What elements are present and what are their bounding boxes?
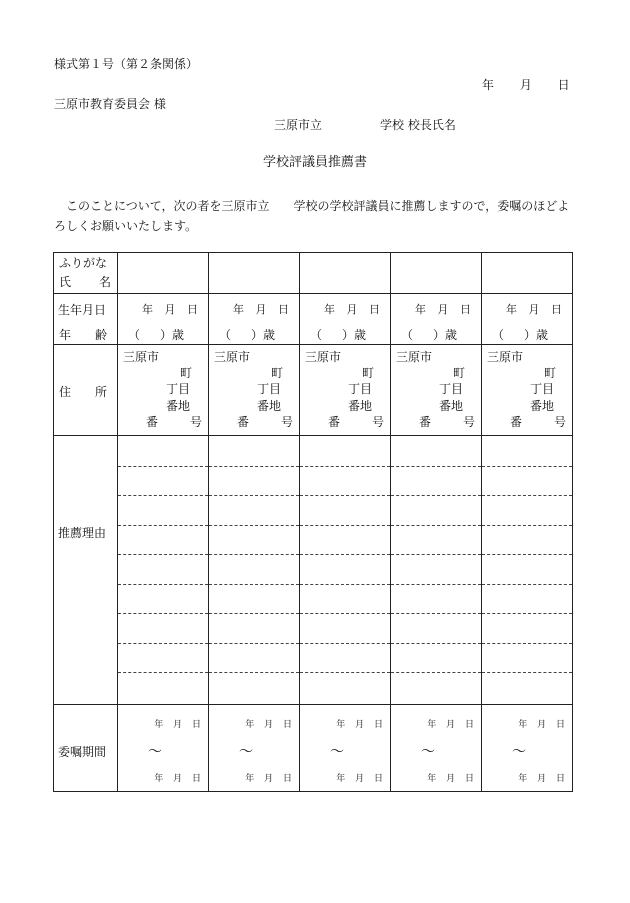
addr-chome: 丁目: [438, 382, 463, 396]
reason-guide-line: [482, 495, 572, 496]
body-text: このことについて，次の者を三原市立 学校の学校評議員に推薦しますので，委嘱のほどよろしくお願いいたします。: [54, 199, 570, 233]
row-period: [54, 705, 573, 792]
principal-city: 三原市立: [274, 118, 323, 132]
period-end-ymd: 年 月 日: [427, 774, 474, 784]
label-address: 住 所: [59, 385, 107, 399]
addr-number: 番 号: [328, 415, 384, 429]
reason-cell[interactable]: [300, 436, 391, 705]
period-start-ymd: 年 月 日: [245, 720, 292, 730]
age-field: （ ）歳: [219, 328, 276, 342]
label-period: 委嘱期間: [58, 745, 107, 759]
label-cell-period: [54, 705, 118, 792]
label-name: 氏 名: [59, 275, 111, 289]
reason-guide-line: [209, 643, 299, 644]
period-tilde: ～: [239, 744, 253, 760]
label-cell-birth: [54, 294, 118, 345]
addr-city: 三原市: [214, 350, 251, 364]
addr-city: 三原市: [305, 350, 342, 364]
reason-cell[interactable]: [391, 436, 482, 705]
date-line: 年 月 日: [482, 78, 570, 92]
birth-cell[interactable]: [391, 294, 482, 345]
address-cell[interactable]: [300, 345, 391, 436]
period-tilde: ～: [421, 744, 435, 760]
addr-town: 町: [270, 366, 283, 380]
period-cell[interactable]: [482, 705, 573, 792]
reason-guide-line: [300, 584, 390, 585]
addr-number: 番 号: [237, 415, 293, 429]
label-furigana: ふりがな: [59, 256, 108, 270]
addr-city: 三原市: [487, 350, 524, 364]
reason-guide-line: [209, 525, 299, 526]
addr-banchi: 番地: [347, 399, 372, 413]
birth-cell[interactable]: [300, 294, 391, 345]
name-cell[interactable]: [391, 253, 482, 294]
reason-guide-line: [118, 466, 208, 467]
reason-guide-line: [118, 554, 208, 555]
label-birth: 生年月日: [58, 303, 107, 317]
period-tilde: ～: [148, 744, 162, 760]
reason-cell[interactable]: [209, 436, 300, 705]
reason-guide-line: [482, 554, 572, 555]
addr-town: 町: [361, 366, 374, 380]
reason-guide-line: [391, 466, 481, 467]
addr-banchi: 番地: [256, 399, 281, 413]
reason-guide-line: [300, 643, 390, 644]
reason-guide-line: [482, 584, 572, 585]
period-start-ymd: 年 月 日: [427, 720, 474, 730]
label-cell-reason: [54, 436, 118, 705]
reason-guide-line: [300, 525, 390, 526]
addr-chome: 丁目: [529, 382, 554, 396]
name-cell[interactable]: [482, 253, 573, 294]
reason-guide-line: [118, 525, 208, 526]
reason-guide-line: [482, 672, 572, 673]
reason-guide-line: [118, 643, 208, 644]
reason-guide-line: [300, 613, 390, 614]
address-cell[interactable]: [209, 345, 300, 436]
reason-guide-line: [482, 643, 572, 644]
age-field: （ ）歳: [128, 328, 185, 342]
birth-date-ymd: 年 月 日: [415, 303, 471, 316]
reason-guide-line: [300, 672, 390, 673]
birth-date-ymd: 年 月 日: [233, 303, 289, 316]
address-cell[interactable]: [118, 345, 209, 436]
period-start-ymd: 年 月 日: [518, 720, 565, 730]
addr-banchi: 番地: [165, 399, 190, 413]
reason-guide-line: [391, 672, 481, 673]
form-number: 様式第１号（第２条関係）: [54, 57, 199, 71]
period-start-ymd: 年 月 日: [154, 720, 201, 730]
row-address: [54, 345, 573, 436]
reason-guide-line: [209, 554, 299, 555]
reason-guide-line: [391, 554, 481, 555]
reason-guide-line: [482, 613, 572, 614]
reason-cell[interactable]: [118, 436, 209, 705]
addr-number: 番 号: [419, 415, 475, 429]
principal-line: [274, 119, 456, 131]
period-cell[interactable]: [209, 705, 300, 792]
addr-banchi: 番地: [529, 399, 554, 413]
addr-banchi: 番地: [438, 399, 463, 413]
reason-guide-line: [118, 613, 208, 614]
addr-chome: 丁目: [347, 382, 372, 396]
address-cell[interactable]: [391, 345, 482, 436]
reason-guide-line: [482, 466, 572, 467]
reason-guide-line: [391, 495, 481, 496]
label-reason: 推薦理由: [58, 526, 107, 540]
birth-date-ymd: 年 月 日: [506, 303, 562, 316]
reason-guide-line: [118, 672, 208, 673]
reason-guide-line: [209, 613, 299, 614]
period-tilde: ～: [330, 744, 344, 760]
reason-guide-line: [391, 643, 481, 644]
address-cell[interactable]: [482, 345, 573, 436]
label-cell-address: [54, 345, 118, 436]
period-end-ymd: 年 月 日: [154, 774, 201, 784]
row-birth: [54, 294, 573, 345]
reason-guide-line: [209, 584, 299, 585]
addr-city: 三原市: [123, 350, 160, 364]
reason-guide-line: [391, 525, 481, 526]
birth-cell[interactable]: [209, 294, 300, 345]
principal-school: 学校 校長氏名: [380, 118, 456, 132]
name-cell[interactable]: [118, 253, 209, 294]
addressee: 三原市教育委員会 様: [54, 97, 166, 111]
birth-date-ymd: 年 月 日: [324, 303, 380, 316]
period-cell[interactable]: [300, 705, 391, 792]
reason-guide-line: [300, 495, 390, 496]
addr-number: 番 号: [146, 415, 202, 429]
period-tilde: ～: [512, 744, 526, 760]
addr-number: 番 号: [510, 415, 566, 429]
period-end-ymd: 年 月 日: [245, 774, 292, 784]
age-field: （ ）歳: [401, 328, 458, 342]
addr-town: 町: [543, 366, 556, 380]
period-start-ymd: 年 月 日: [336, 720, 383, 730]
birth-date-ymd: 年 月 日: [142, 303, 198, 316]
reason-guide-line: [300, 554, 390, 555]
reason-guide-line: [118, 584, 208, 585]
period-cell[interactable]: [118, 705, 209, 792]
recommendation-table: [53, 252, 573, 792]
reason-guide-line: [209, 466, 299, 467]
label-cell-name: [54, 253, 118, 294]
reason-guide-line: [391, 613, 481, 614]
addr-chome: 丁目: [256, 382, 281, 396]
name-cell[interactable]: [300, 253, 391, 294]
reason-guide-line: [209, 672, 299, 673]
row-name: [54, 253, 573, 294]
reason-guide-line: [118, 495, 208, 496]
addr-town: 町: [452, 366, 465, 380]
age-field: （ ）歳: [310, 328, 367, 342]
document-title: 学校評議員推薦書: [262, 155, 367, 170]
row-reason: [54, 436, 573, 705]
period-end-ymd: 年 月 日: [518, 774, 565, 784]
period-end-ymd: 年 月 日: [336, 774, 383, 784]
addr-town: 町: [179, 366, 192, 380]
age-field: （ ）歳: [492, 328, 549, 342]
reason-guide-line: [482, 525, 572, 526]
reason-cell[interactable]: [482, 436, 573, 705]
label-age: 年 齢: [59, 328, 107, 342]
birth-cell[interactable]: [118, 294, 209, 345]
name-cell[interactable]: [209, 253, 300, 294]
birth-cell[interactable]: [482, 294, 573, 345]
period-cell[interactable]: [391, 705, 482, 792]
reason-guide-line: [391, 584, 481, 585]
addr-chome: 丁目: [165, 382, 190, 396]
reason-guide-line: [300, 466, 390, 467]
addr-city: 三原市: [396, 350, 433, 364]
reason-guide-line: [209, 495, 299, 496]
